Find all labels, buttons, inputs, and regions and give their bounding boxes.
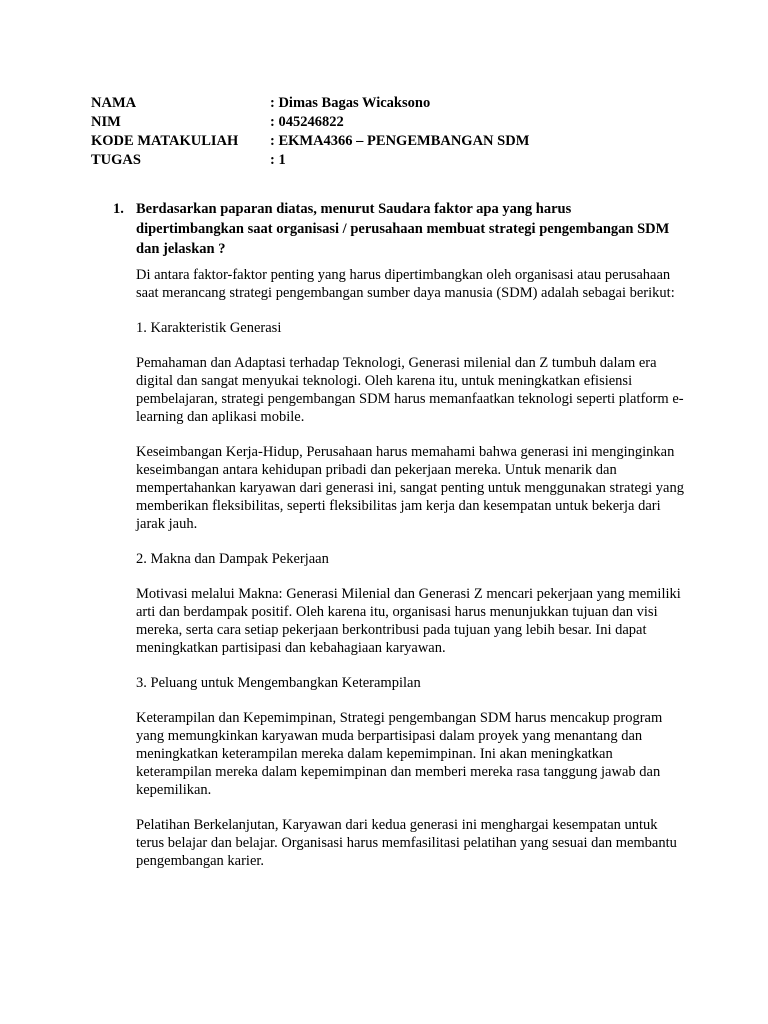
nim-label: NIM (91, 114, 121, 130)
paragraph-3a: Keterampilan dan Kepemimpinan, Strategi pengembangan SDM harus mencakup program yang memungkinkan karyawan muda berpartisipasi dalam proyek yang menantang dan meningkatkan keterampilan mereka dalam kepemimpinan. Ini akan meningkatkan keterampilan mereka dalam kepemimpinan dan memberi mereka rasa tanggung jawab dan kepemilikan. (136, 710, 663, 798)
nim-value: : 045246822 (270, 114, 344, 130)
paragraph-1b: Keseimbangan Kerja-Hidup, Perusahaan harus memahami bahwa generasi ini menginginkan keseimbangan antara kehidupan pribadi dan pekerjaan mereka. Untuk menarik dan mempertahankan karyawan dari generasi ini, sangat penting untuk menggunakan strategi yang memberikan fleksibilitas, seperti fleksibilitas jam kerja dan kesempatan untuk bekerja dari jarak jauh. (136, 444, 684, 532)
section-heading-3: 3. Peluang untuk Mengembangkan Keterampilan (136, 675, 421, 691)
tugas-value: : 1 (270, 152, 286, 168)
paragraph-1a: Pemahaman dan Adaptasi terhadap Teknologi, Generasi milenial dan Z tumbuh dalam era digital dan sangat menyukai teknologi. Oleh karena itu, untuk meningkatkan efisiensi pembelajaran, strategi pengembangan SDM harus memanfaatkan teknologi seperti platform e-learning dan aplikasi mobile. (136, 355, 684, 425)
tugas-label: TUGAS (91, 152, 141, 168)
paragraph-3b: Pelatihan Berkelanjutan, Karyawan dari kedua generasi ini menghargai kesempatan untuk terus belajar dan belajar. Organisasi harus memfasilitasi pelatihan yang sesuai dan membantu pengembangan karier. (136, 817, 677, 869)
nama-label: NAMA (91, 95, 137, 111)
section-heading-2: 2. Makna dan Dampak Pekerjaan (136, 551, 329, 567)
answer-body (136, 266, 684, 887)
kode-matakuliah-label: KODE MATAKULIAH (91, 133, 239, 149)
header-row-tugas (91, 151, 529, 170)
header-row-kode (91, 132, 529, 151)
nama-value: : Dimas Bagas Wicaksono (270, 95, 431, 111)
header-row-nama (91, 94, 529, 113)
paragraph-2a: Motivasi melalui Makna: Generasi Milenial dan Generasi Z mencari pekerjaan yang memiliki arti dan berdampak positif. Oleh karena itu, organisasi harus menunjukkan tujuan dan visi mereka, serta cara setiap pekerjaan berkontribusi pada tujuan yang lebih besar. Ini dapat meningkatkan partisipasi dan kebahagiaan karyawan. (136, 586, 681, 656)
question-1 (113, 199, 673, 259)
header-row-nim (91, 113, 529, 132)
question-number: 1. (113, 201, 124, 217)
question-text: Berdasarkan paparan diatas, menurut Saudara faktor apa yang harus dipertimbangkan saat organisasi / perusahaan membuat strategi pengembangan SDM dan jelaskan ? (136, 201, 670, 257)
answer-intro: Di antara faktor-faktor penting yang harus dipertimbangkan oleh organisasi atau perusahaan saat merancang strategi pengembangan sumber daya manusia (SDM) adalah sebagai berikut: (136, 267, 675, 301)
kode-matakuliah-value: : EKMA4366 – PENGEMBANGAN SDM (270, 133, 530, 149)
student-info-header (91, 94, 529, 170)
section-heading-1: 1. Karakteristik Generasi (136, 320, 282, 336)
